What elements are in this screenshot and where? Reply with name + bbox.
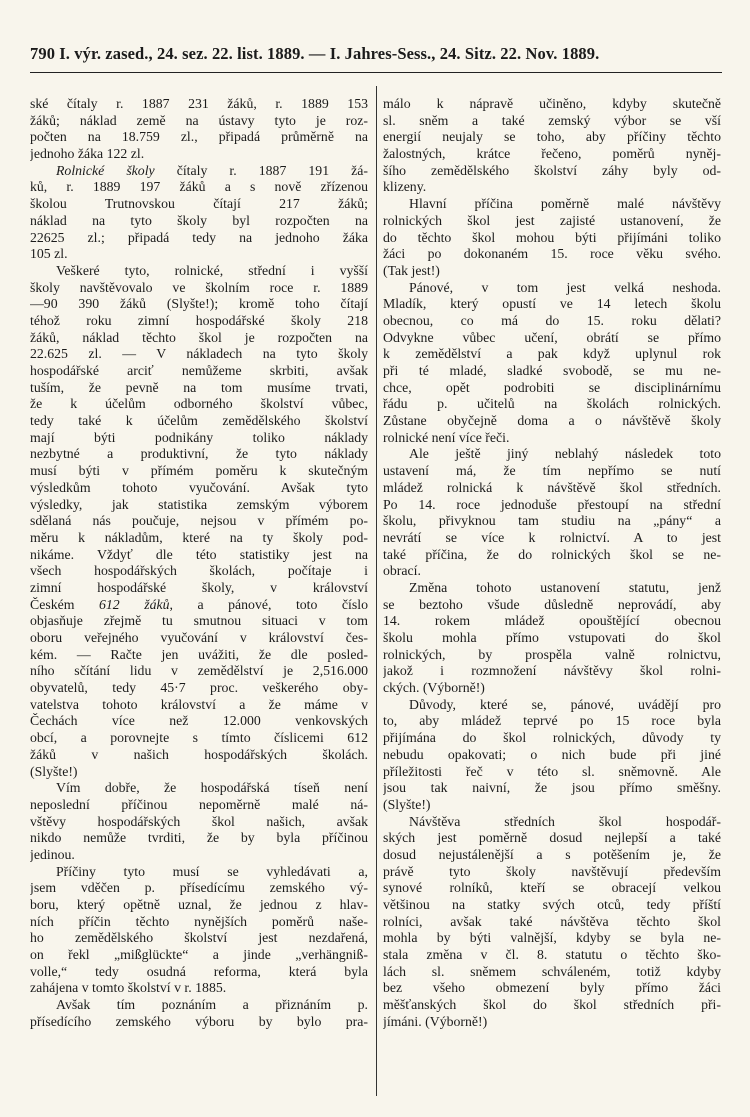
text-line: ního sčítání lidu v zemědělství je 2,516.000 (30, 663, 368, 679)
text-line: výsledkům tohoto vyučování. Avšak tyto (30, 479, 368, 495)
text-line: jsou tak naivní, že jsou přímo směšny. (383, 780, 721, 796)
left-column (30, 96, 368, 1031)
text-line: dosud nejustálenější a s potěšením je, že (383, 846, 721, 862)
text-line: Příčiny tyto musí se vyhledávati a, (56, 863, 368, 879)
text-line: rolnické není více řeči. (383, 429, 510, 445)
text-line: školou Trutnovskou čítají 217 žáků; (30, 196, 368, 212)
text-line: většinou na statky svých otců, tedy příští (383, 897, 721, 912)
text-line: bez všeho obmezení byly přímo žáci (383, 980, 721, 996)
text-line: stala změna v čl. 8. statutu o těchto ško- (383, 947, 721, 963)
text-line: obecnou, co má do 15. roku dělati? (383, 312, 721, 328)
text-line: příležitosti řeč v této sl. sněmovně. Ale (383, 763, 721, 779)
text-line: 22625 zl.; připadá tedy na jednoho žáka (30, 229, 368, 245)
italic-emphasis: Rolnické školy (56, 162, 155, 178)
text-line: 22.625 zl. — V nákladech na tyto školy (30, 346, 368, 362)
text-line: Veškeré tyto, rolnické, střední i vyšší (56, 262, 368, 278)
text-line: při té mladé, sladké svobodě, se mu ne- (383, 363, 721, 378)
text-line: rolníci, avšak také návštěva těchto škol (383, 913, 721, 929)
text-line: objasňuje zřejmě tu smutnou situaci v tom (30, 613, 368, 629)
text-line: málo k nápravě učiněno, kdyby skutečně (383, 96, 721, 111)
text-line: kém. — Račte jen uvážiti, že dle posled- (30, 646, 368, 662)
text-line: neposlední příčinou nepoměrně malé ná- (30, 796, 368, 812)
text-line: 14. rokem mládež opouštějící obecnou (383, 613, 721, 629)
text-line: do těchto škol mohou býti přijímáni toliko (383, 229, 721, 245)
text-line: sl. sněm a také zemský výbor se vší (383, 112, 721, 128)
text-line: řádu p. učitelů na školách rolnických. (383, 396, 721, 412)
text-line: (Tak jest!) (383, 262, 440, 278)
text-line: že k účelům odborného školství vůbec, (30, 396, 368, 412)
text-line: obyvatelů, tedy 45·7 proc. veškerého oby- (30, 680, 368, 696)
text-line: hospodářské arciť nemůžeme skrbiti, avšak (30, 363, 368, 378)
text-line: Odvykne vůbec učení, obrátí se přímo (383, 329, 721, 345)
right-column (383, 96, 721, 1031)
text-line: ustavení má, že tím nepřímo se nutí (383, 463, 721, 479)
text-line: právě tyto školy navštěvují především (383, 863, 721, 879)
text-line: Důvody, které se, pánové, uvádějí pro (409, 696, 721, 712)
page-header: 790 I. výr. zased., 24. sez. 22. list. 1889. — I. Jahres-Sess., 24. Sitz. 22. Nov. 1889. (30, 44, 600, 63)
text-line: boru, který opětně uznal, že jednou z hlav- (30, 897, 368, 912)
text-line: rolnických, by prospěla valně rolnictvu, (383, 646, 721, 662)
text-line: přijímána do škol rolnických, důvody ty (383, 730, 721, 746)
text-line: nezbytné a produktivní, že tyto náklady (30, 446, 368, 462)
text-line: Čechách více než 12.000 venkovských (30, 713, 368, 729)
text-line: Mladík, který opustí ve 14 letech školu (383, 296, 721, 312)
text-line: mají býti podnikány toliko náklady (30, 429, 368, 445)
text-line: žalostných, krátce řečeno, poměrů nyněj- (383, 146, 721, 162)
text-line: nikáme. Vždyť dle této statistiky jest na (30, 546, 368, 562)
text-line: žáků, náklad těchto škol je rozpočten na (30, 329, 368, 345)
text-line: zimní hospodářské školy, v království (30, 579, 368, 595)
text-line: 105 zl. (30, 246, 68, 262)
text-line: školu mohla přímo vstupovati do škol (383, 630, 721, 645)
text-line: vštěvy hospodářských škol našich, avšak (30, 813, 368, 829)
text-line: Vím dobře, že hospodářská tíseň není (56, 780, 368, 796)
text-line: měru k nákladům, které na ty školy pod- (30, 529, 368, 545)
text-line: Ale ještě jiný neblahý následek toto (409, 446, 721, 462)
text-line: žáci po dokonaném 15. roce věku svého. (383, 246, 721, 262)
text-line: všech hospodářských školách, počítaje i (30, 563, 368, 579)
column-divider (376, 86, 377, 1096)
text-line: šího zemědělského školství záhy byly od- (383, 162, 721, 178)
text-line: jedinou. (30, 846, 75, 862)
text-line: synové rolníků, kteří se obracejí velkou (383, 880, 721, 896)
text-line: nebudu opakovati; o nich bude při jiné (383, 746, 721, 762)
text-line: obrací. (383, 563, 421, 579)
text-line: žáků v našich hospodářských školách. (30, 746, 368, 762)
header-rule (30, 72, 722, 73)
text-line: jednoho žáka 122 zl. (30, 146, 145, 162)
text-line: (Slyšte!) (30, 763, 78, 779)
text-line: to, aby mládež teprvé po 15 roce byla (383, 713, 721, 729)
text-line: přísedícího zemského výboru by bylo pra- (30, 1013, 368, 1029)
text-line: výsledky, jak statistika zemským výborem (30, 496, 368, 512)
text-line: oboru veřejného vyučování v království čes- (30, 630, 368, 645)
text-line: mohla by býti valnější, kdyby se byla ne- (383, 930, 721, 946)
text-line: klizeny. (383, 179, 427, 195)
text-line: vatelstva tohoto království a že máme v (30, 696, 368, 712)
text-line: školy navštěvovalo ve školním roce r. 1889 (30, 279, 368, 295)
text-line: nevrátí se více k rolnictví. A to jest (383, 529, 721, 545)
text-line: ků, r. 1889 197 žáků a s nově zřízenou (30, 179, 368, 195)
text-line: Pánové, v tom jest velká neshoda. (409, 279, 721, 295)
text-line: jsem vděčen p. přísedícímu zemského vý- (30, 880, 368, 896)
italic-emphasis: 612 žáků (98, 596, 170, 612)
text-line: náklad na tyto školy byl rozpočten na (30, 212, 368, 228)
text-line: Zůstane obyčejně doma a o návštěvě školy (383, 413, 721, 429)
text-line: Avšak tím poznáním a přiznáním p. (56, 997, 368, 1013)
text-line: Návštěva středních škol hospodář- (409, 813, 721, 829)
text-line: téhož roku zimní hospodářské školy 218 (30, 312, 368, 328)
text-line: volle,“ tedy osudná reforma, která byla (30, 963, 368, 979)
text-line: školu, přivyknou tam studiu na „pány“ a (383, 513, 721, 529)
text-line: chce, opět podrobiti se disciplinárnímu (383, 379, 721, 395)
text-line: tuším, že pevně na tom musíme trvati, (30, 379, 368, 395)
text-line: nikdo nemůže tvrditi, že by byla příčinou (30, 830, 368, 846)
text-line: ské čítaly r. 1887 231 žáků, r. 1889 153 (30, 96, 368, 111)
text-line: jakož i rozmnožení návštěvy škol rolni- (383, 663, 721, 679)
text-line: Rolnické školy čítaly r. 1887 191 žá- (56, 162, 368, 178)
text-line: ních příčin těchto nynějších poměrů naše- (30, 913, 368, 929)
text-line: k zemědělství a pak když uplynul rok (383, 346, 721, 362)
text-line: se beztoho všude důsledně neprovádí, aby (383, 596, 721, 612)
text-line: mládež rolnická k návštěvě škol středních. (383, 479, 721, 495)
text-line: obcí, a porovnejte s tímto číslicemi 612 (30, 730, 368, 746)
text-line: tedy také k účelům zemědělského školství (30, 413, 368, 429)
text-line: Hlavní příčina poměrně malé návštěvy (409, 196, 721, 212)
text-line: Po 14. roce jednoduše přestoupí na střední (383, 496, 721, 512)
text-line: musí býti v přímém poměru k skutečným (30, 463, 368, 479)
text-line: Českém 612 žáků, a pánové, toto číslo (30, 596, 368, 612)
text-line: on řekl „mißglückte“ a jinde „verhängniß- (30, 947, 368, 963)
text-line: ckých. (Výborně!) (383, 680, 485, 696)
text-line: žáků; náklad země na ústavy tyto je roz- (30, 112, 368, 128)
text-line: jímáni. (Výborně!) (383, 1013, 488, 1029)
text-line: lách sl. sněmem schváleném, totiž kdyby (383, 963, 721, 979)
text-line: zahájena v tomto školství v r. 1885. (30, 980, 227, 996)
text-line: ho zemědělského školství jest nezdařená, (30, 930, 368, 946)
text-line: —90 390 žáků (Slyšte!); kromě toho čítají (30, 296, 368, 312)
text-line: ských jest poměrně dosud nejlepší a také (383, 830, 721, 846)
text-line: také příčina, že do rolnických škol se ne- (383, 546, 721, 562)
text-line: měšťanských škol do škol středních při- (383, 997, 721, 1013)
text-line: počten na 18.759 zl., připadá průměrně na (30, 129, 368, 145)
text-line: sdělaná nás poučuje, nejsou v přímém po- (30, 513, 368, 529)
text-line: energií neujaly se toho, aby příčiny těchto (383, 129, 721, 145)
text-line: Změna tohoto ustanovení statutu, jenž (409, 579, 721, 595)
text-line: (Slyšte!) (383, 796, 431, 812)
text-line: rolnických škol jest zajisté ustanovení, že (383, 212, 721, 228)
